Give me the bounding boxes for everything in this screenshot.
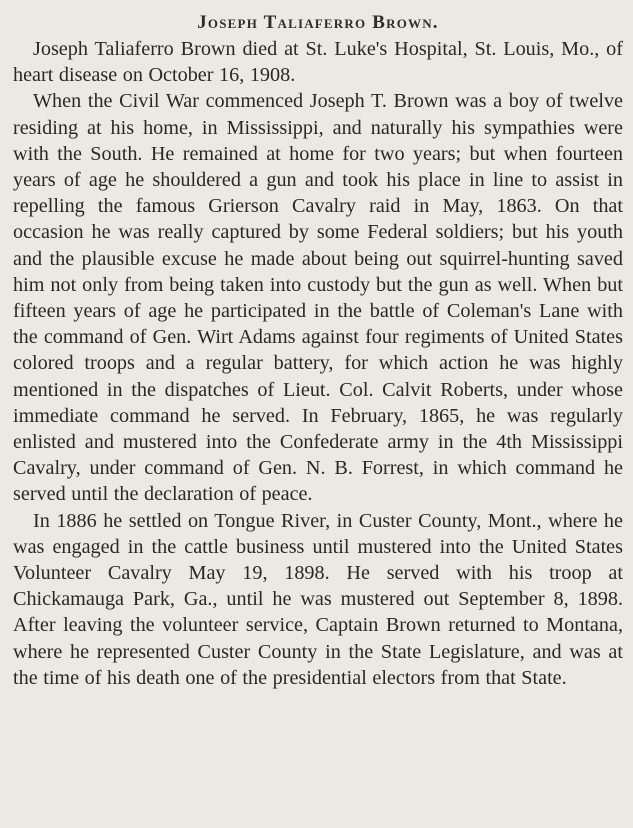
paragraph-death-notice: Joseph Taliaferro Brown died at St. Luke's Hospital, St. Louis, Mo., of heart disease on October 16, 1908. xyxy=(13,38,623,87)
paragraph-civil-war-service: When the Civil War commenced Joseph T. Brown was a boy of twelve residing at his home, in Mississippi, and naturally his sympathies were with the South. He remained at home for two years; but when fourteen years of age he shouldered a gun and took his place in line to assist in repelling the famous Grierson Cavalry raid in May, 1863. On that occasion he was really captured by some Federal soldiers; but his youth and the plausible excuse he made about being out squirrel-hunting saved him not only from being taken into custody but the gun as well. When but fifteen years of age he participated in the battle of Coleman's Lane with the command of Gen. Wirt Adams against four regiments of United States colored troops and a regular battery, for which action he was highly mentioned in the dispatches of Lieut. Col. Calvit Roberts, under whose immediate command he served. In February, 1865, he was regularly enlisted and mustered into the Confederate army in the 4th Mississippi Cavalry, under command of Gen. N. B. Forrest, in which command he served until the declaration of peace. xyxy=(13,90,623,506)
paragraph-montana-career: In 1886 he settled on Tongue River, in Custer County, Mont., where he was engaged in the cattle business until mustered into the United States Volunteer Cavalry May 19, 1898. He served with his troop at Chickamauga Park, Ga., until he was mustered out September 8, 1898. After leaving the volunteer service, Captain Brown returned to Montana, where he represented Custer County in the State Legislature, and was at the time of his death one of the presidential electors from that State. xyxy=(13,509,623,689)
article-title: Joseph Taliaferro Brown. xyxy=(197,12,439,33)
